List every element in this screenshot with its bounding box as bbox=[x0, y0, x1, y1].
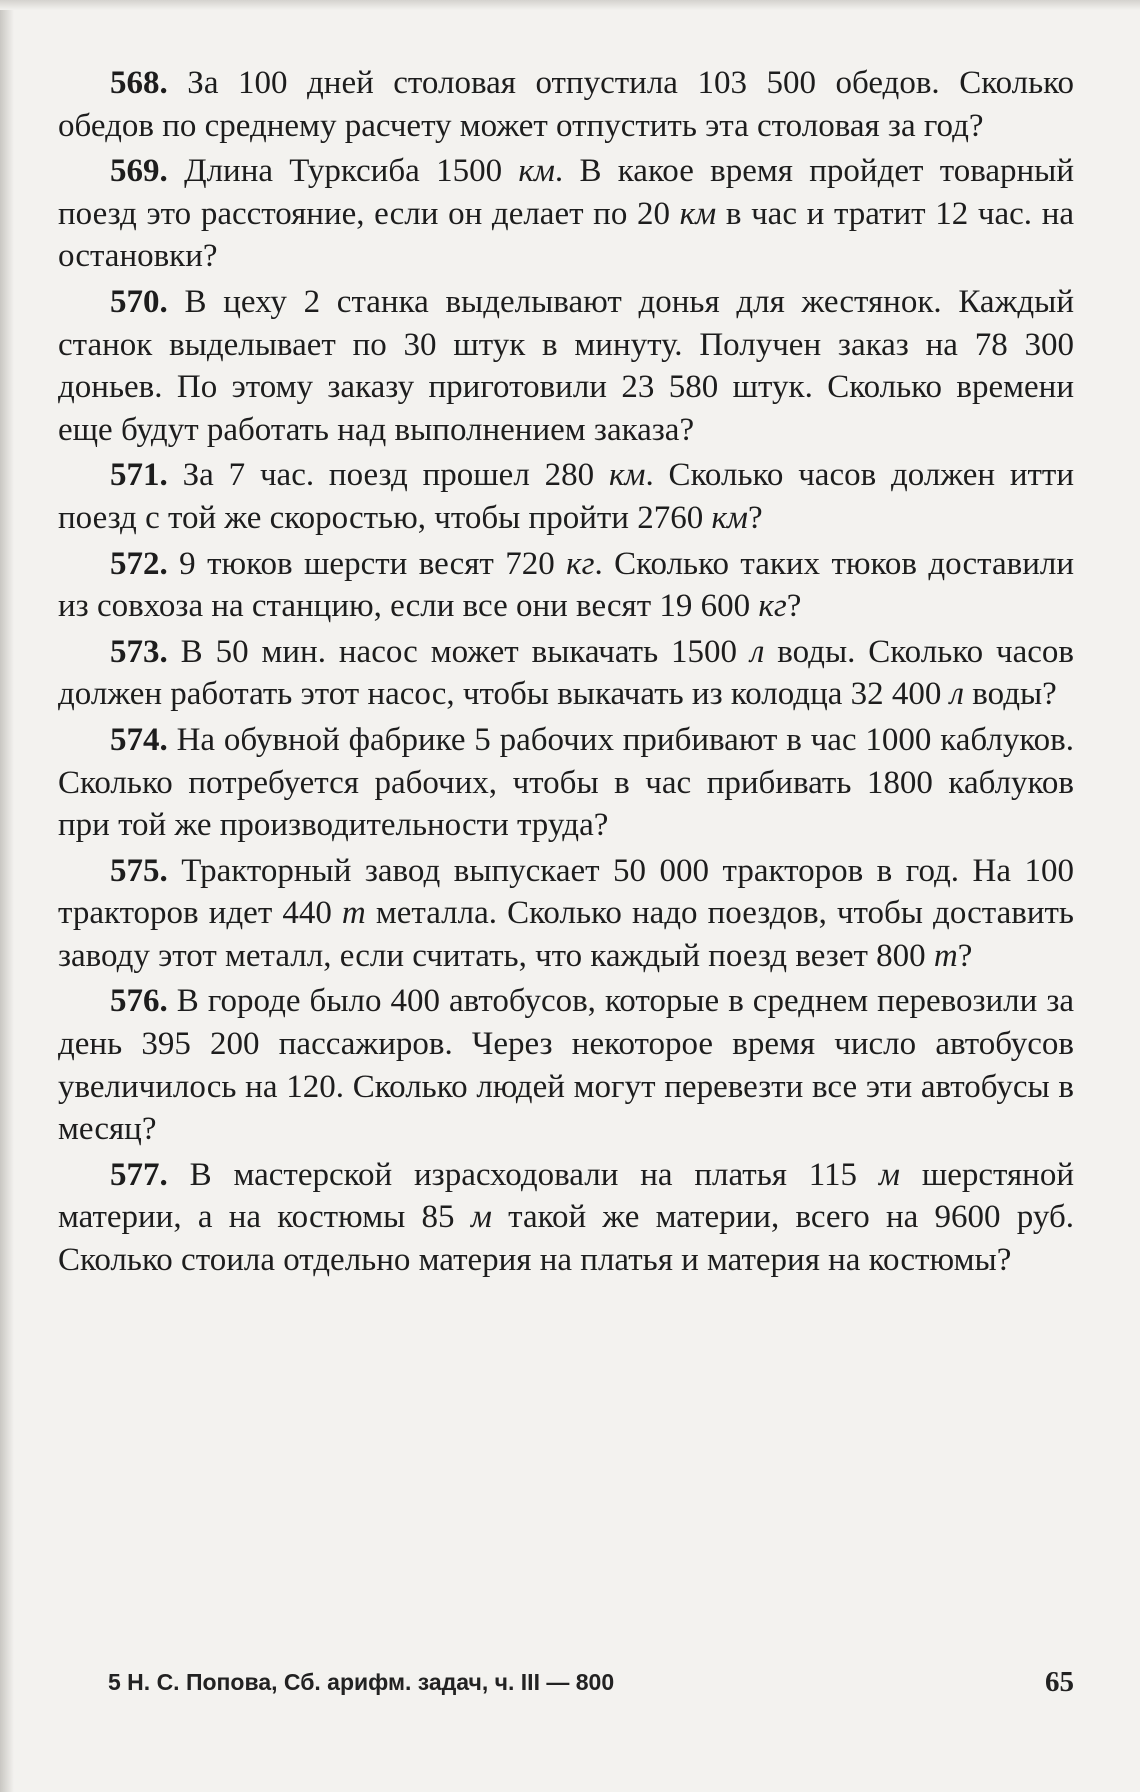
problem-number: 572. bbox=[110, 545, 168, 582]
problem-text: ? bbox=[786, 588, 802, 625]
problem-text: . Сколько таких тюков доставили из совхоза на станцию, если все они весят 19 600 bbox=[58, 545, 1074, 625]
problem-text: ? bbox=[747, 499, 763, 536]
problem-text: . В какое время пройдет товарный поезд это расстояние, если он делает по 20 bbox=[58, 153, 1074, 232]
problem-list bbox=[58, 62, 1074, 1282]
problem-number: 568. bbox=[110, 65, 168, 101]
unit-label: м bbox=[470, 1199, 492, 1236]
problem-570 bbox=[58, 281, 1074, 451]
unit-label: т bbox=[341, 895, 366, 932]
unit-label: т bbox=[933, 937, 958, 974]
problem-text: ? bbox=[957, 937, 973, 974]
problem-number: 577. bbox=[110, 1156, 168, 1193]
scan-shadow-left bbox=[0, 0, 14, 1792]
unit-label: кг bbox=[758, 588, 787, 625]
problem-number: 574. bbox=[110, 721, 168, 758]
problem-number: 571. bbox=[110, 457, 168, 494]
problem-569 bbox=[58, 150, 1074, 278]
problem-text: На обувной фабрике 5 рабочих прибивают в час 1000 каблуков. Сколько потребуется рабочих, чтобы в час прибивать 1800 каблуков при той же производительности труда? bbox=[58, 721, 1075, 844]
problem-572 bbox=[58, 543, 1074, 628]
problem-text: В городе было 400 автобусов, которые в среднем перевозили за день 395 200 пассажиров. Через некоторое время число автобусов увеличилось на 120. Сколько людей могут перевезти все эти автобусы в месяц? bbox=[58, 983, 1075, 1148]
page-number: 65 bbox=[1045, 1665, 1074, 1698]
problem-text: воды? bbox=[964, 676, 1057, 713]
printer-signature: 5 Н. С. Попова, Сб. арифм. задач, ч. III — 800 bbox=[108, 1668, 615, 1695]
problem-number: 575. bbox=[110, 852, 168, 889]
problem-577 bbox=[58, 1154, 1074, 1282]
problem-text: такой же материи, всего на 9600 руб. Сколько стоила отдельно материя на платья и материя на костюмы? bbox=[58, 1199, 1074, 1279]
problem-text: в час и тратит 12 час. на остановки? bbox=[58, 195, 1075, 275]
problem-text: 9 тюков шерсти весят 720 bbox=[179, 545, 567, 582]
problem-text: Длина Турксиба 1500 bbox=[184, 153, 519, 190]
problem-573 bbox=[58, 631, 1074, 716]
problem-text: воды. Сколько часов должен работать этот насос, чтобы выкачать из колодца 32 400 bbox=[58, 633, 1074, 713]
problem-text: В цеху 2 станка выделывают донья для жестянок. Каждый станок выделывает по 30 штук в минуту. Получен заказ на 78 300 доньев. По этому заказу приготовили 23 580 штук. Сколько времени еще будут работать над выполнением заказа? bbox=[58, 283, 1075, 448]
unit-label: км bbox=[711, 499, 748, 536]
problem-text: шерстяной материи, а на костюмы 85 bbox=[58, 1156, 1075, 1236]
problem-number: 569. bbox=[110, 153, 168, 190]
page-footer bbox=[108, 1662, 1074, 1702]
unit-label: км bbox=[679, 195, 717, 232]
unit-label: кг bbox=[566, 545, 595, 582]
unit-label: км bbox=[608, 457, 646, 494]
unit-label: м bbox=[878, 1156, 900, 1193]
scan-shadow-top bbox=[0, 0, 1140, 10]
problem-text: . Сколько часов должен итти поезд с той же скоростью, чтобы пройти 2760 bbox=[58, 457, 1075, 536]
problem-number: 576. bbox=[110, 983, 168, 1020]
problem-text: Тракторный завод выпускает 50 000 тракторов в год. На 100 тракторов идет 440 bbox=[58, 852, 1075, 932]
problem-571 bbox=[58, 454, 1074, 539]
problem-575 bbox=[58, 850, 1074, 978]
problem-number: 570. bbox=[110, 283, 168, 320]
problem-text: За 100 дней столовая отпустила 103 500 обедов. Сколько обедов по среднему расчету может отпустить эта столовая за год? bbox=[58, 65, 1075, 144]
unit-label: л bbox=[949, 676, 965, 713]
problem-text: металла. Сколько надо поездов, чтобы доставить заводу этот металл, если считать, что каждый поезд везет 800 bbox=[58, 895, 1074, 974]
problem-text: В мастерской израсходовали на платья 115 bbox=[189, 1156, 879, 1193]
problem-number: 573. bbox=[110, 633, 168, 670]
problem-text: За 7 час. поезд прошел 280 bbox=[182, 457, 609, 494]
problem-text: В 50 мин. насос может выкачать 1500 bbox=[180, 633, 750, 670]
problem-576 bbox=[58, 980, 1074, 1150]
problem-568 bbox=[58, 62, 1074, 147]
problem-574 bbox=[58, 719, 1074, 847]
unit-label: км bbox=[518, 153, 555, 190]
unit-label: л bbox=[749, 633, 765, 670]
